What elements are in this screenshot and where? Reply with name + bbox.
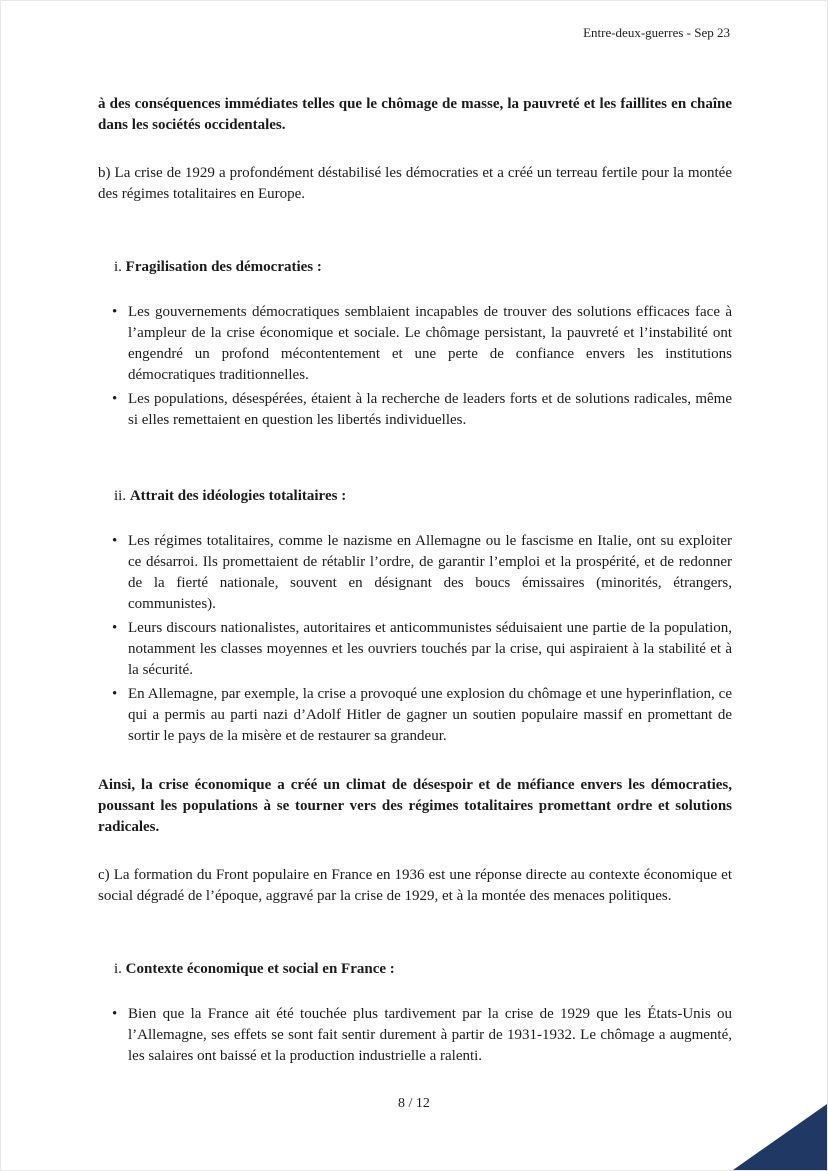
corner-triangle-decoration (733, 1104, 827, 1170)
heading-title: Fragilisation des démocraties : (125, 259, 322, 275)
section-heading-attrait (114, 486, 732, 507)
list-item: • En Allemagne, par exemple, la crise a provoqué une explosion du chômage et une hyperinflation, ce qui a permis au parti nazi d’Adolf Hitler de gagner un soutien populaire massif en promettant de sortir le pays de la misère et de restaurer sa grandeur. (128, 684, 732, 747)
bullet-list-contexte (98, 1004, 732, 1067)
paragraph-b: b) La crise de 1929 a profondément déstabilisé les démocraties et a créé un terreau fertile pour la montée des régimes totalitaires en Europe. (98, 165, 732, 202)
paragraph-c: c) La formation du Front populaire en France en 1936 est une réponse directe au contexte économique et social dégradé de l’époque, aggravé par la crise de 1929, et à la montée des menaces politiques. (98, 867, 732, 904)
section-heading-fragilisation (114, 257, 732, 278)
heading-numeral: ii. (114, 488, 127, 504)
page-number: 8 / 12 (398, 1096, 430, 1111)
heading-numeral: i. (114, 961, 122, 977)
bullet-list-fragilisation (98, 302, 732, 431)
page-header-title: Entre-deux-guerres - Sep 23 (583, 25, 730, 40)
list-item: • Les populations, désespérées, étaient à la recherche de leaders forts et de solutions radicales, même si elles remettaient en question les libertés individuelles. (128, 389, 732, 431)
list-item: • Bien que la France ait été touchée plus tardivement par la crise de 1929 que les États-Unis ou l’Allemagne, ses effets se sont fait sentir durement à partir de 1931-1932. Le chômage a augmenté, les salaires ont baissé et la production industrielle a ralenti. (128, 1004, 732, 1067)
list-item: • Les gouvernements démocratiques semblaient incapables de trouver des solutions efficaces face à l’ampleur de la crise économique et sociale. Le chômage persistant, la pauvreté et l’instabilité ont engendré un profond mécontentement et une perte de confiance envers les institutions démocratiques traditionnelles. (128, 302, 732, 386)
section-heading-contexte (114, 959, 732, 980)
bullet-list-attrait (98, 531, 732, 747)
list-item: • Leurs discours nationalistes, autoritaires et anticommunistes séduisaient une partie de la population, notamment les classes moyennes et les ouvriers touchés par la crise, qui aspiraient à la stabilité et à la sécurité. (128, 618, 732, 681)
list-item: • Les régimes totalitaires, comme le nazisme en Allemagne ou le fascisme en Italie, ont su exploiter ce désarroi. Ils promettaient de rétablir l’ordre, de garantir l’emploi et la prospérité, et de redonner de la fierté nationale, souvent en désignant des boucs émissaires (minorités, étrangers, communistes). (128, 531, 732, 615)
heading-numeral: i. (114, 259, 122, 275)
paragraph-intro-bold: à des conséquences immédiates telles que le chômage de masse, la pauvreté et les faillites en chaîne dans les sociétés occidentales. (98, 96, 732, 133)
heading-title: Attrait des idéologies totalitaires : (129, 488, 347, 504)
paragraph-conclusion-bold: Ainsi, la crise économique a créé un climat de désespoir et de méfiance envers les démocraties, poussant les populations à se tourner vers des régimes totalitaires promettant ordre et solutions radicales. (98, 777, 732, 835)
heading-title: Contexte économique et social en France : (125, 961, 395, 977)
document-content (98, 1, 732, 1070)
